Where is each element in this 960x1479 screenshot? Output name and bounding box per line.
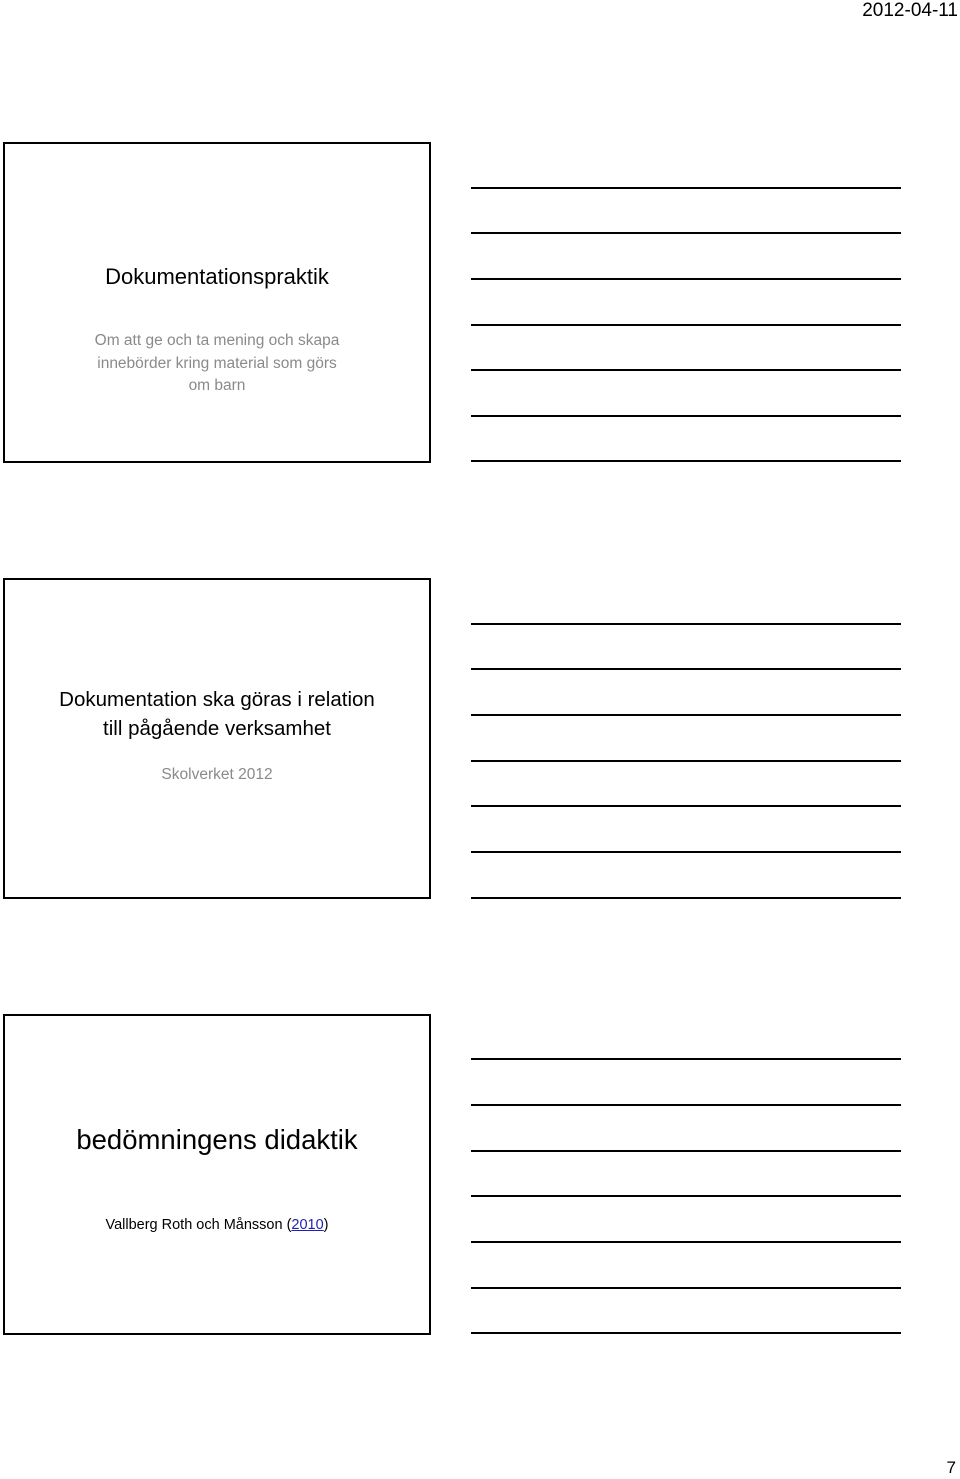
note-line	[471, 187, 901, 189]
slide-1-subtitle-line-1: Om att ge och ta mening och skapa	[94, 332, 340, 349]
note-line	[471, 324, 901, 326]
note-line	[471, 805, 901, 807]
note-line	[471, 897, 901, 899]
note-line	[471, 1332, 901, 1334]
slide-2-title-line-1: Dokumentation ska göras i relation	[59, 688, 375, 711]
note-line	[471, 1150, 901, 1152]
note-line	[471, 369, 901, 371]
note-line	[471, 668, 901, 670]
header-date: 2012-04-11	[862, 0, 958, 21]
slide-2-subtitle: Skolverket 2012	[161, 766, 273, 783]
slide-thumbnail-1	[3, 142, 431, 463]
note-line	[471, 760, 901, 762]
slide-1-title: Dokumentationspraktik	[105, 264, 329, 289]
citation-prefix: Vallberg Roth och Månsson (	[105, 1217, 292, 1233]
note-line	[471, 232, 901, 234]
note-line	[471, 415, 901, 417]
note-line	[471, 851, 901, 853]
note-line	[471, 278, 901, 280]
citation-suffix: )	[323, 1217, 329, 1233]
note-line	[471, 623, 901, 625]
slide-thumbnail-3	[3, 1014, 431, 1335]
slide-thumbnail-2	[3, 578, 431, 899]
slide-3-citation	[5, 1215, 429, 1235]
note-line	[471, 714, 901, 716]
slide-2-title	[5, 686, 429, 743]
note-line	[471, 460, 901, 462]
slide-2-title-line-2: till pågående verksamhet	[103, 716, 331, 740]
slide-1-subtitle	[5, 330, 429, 398]
note-line	[471, 1287, 901, 1289]
note-line	[471, 1058, 901, 1060]
page-number: 7	[946, 1458, 956, 1477]
citation-year-link[interactable]: 2010	[291, 1217, 324, 1233]
slide-1-subtitle-line-3: om barn	[188, 377, 246, 394]
note-line	[471, 1195, 901, 1197]
note-line	[471, 1104, 901, 1106]
note-line	[471, 1241, 901, 1243]
slide-1-subtitle-line-2: innebörder kring material som görs	[97, 354, 337, 372]
slide-3-title: bedömningens didaktik	[76, 1124, 358, 1155]
